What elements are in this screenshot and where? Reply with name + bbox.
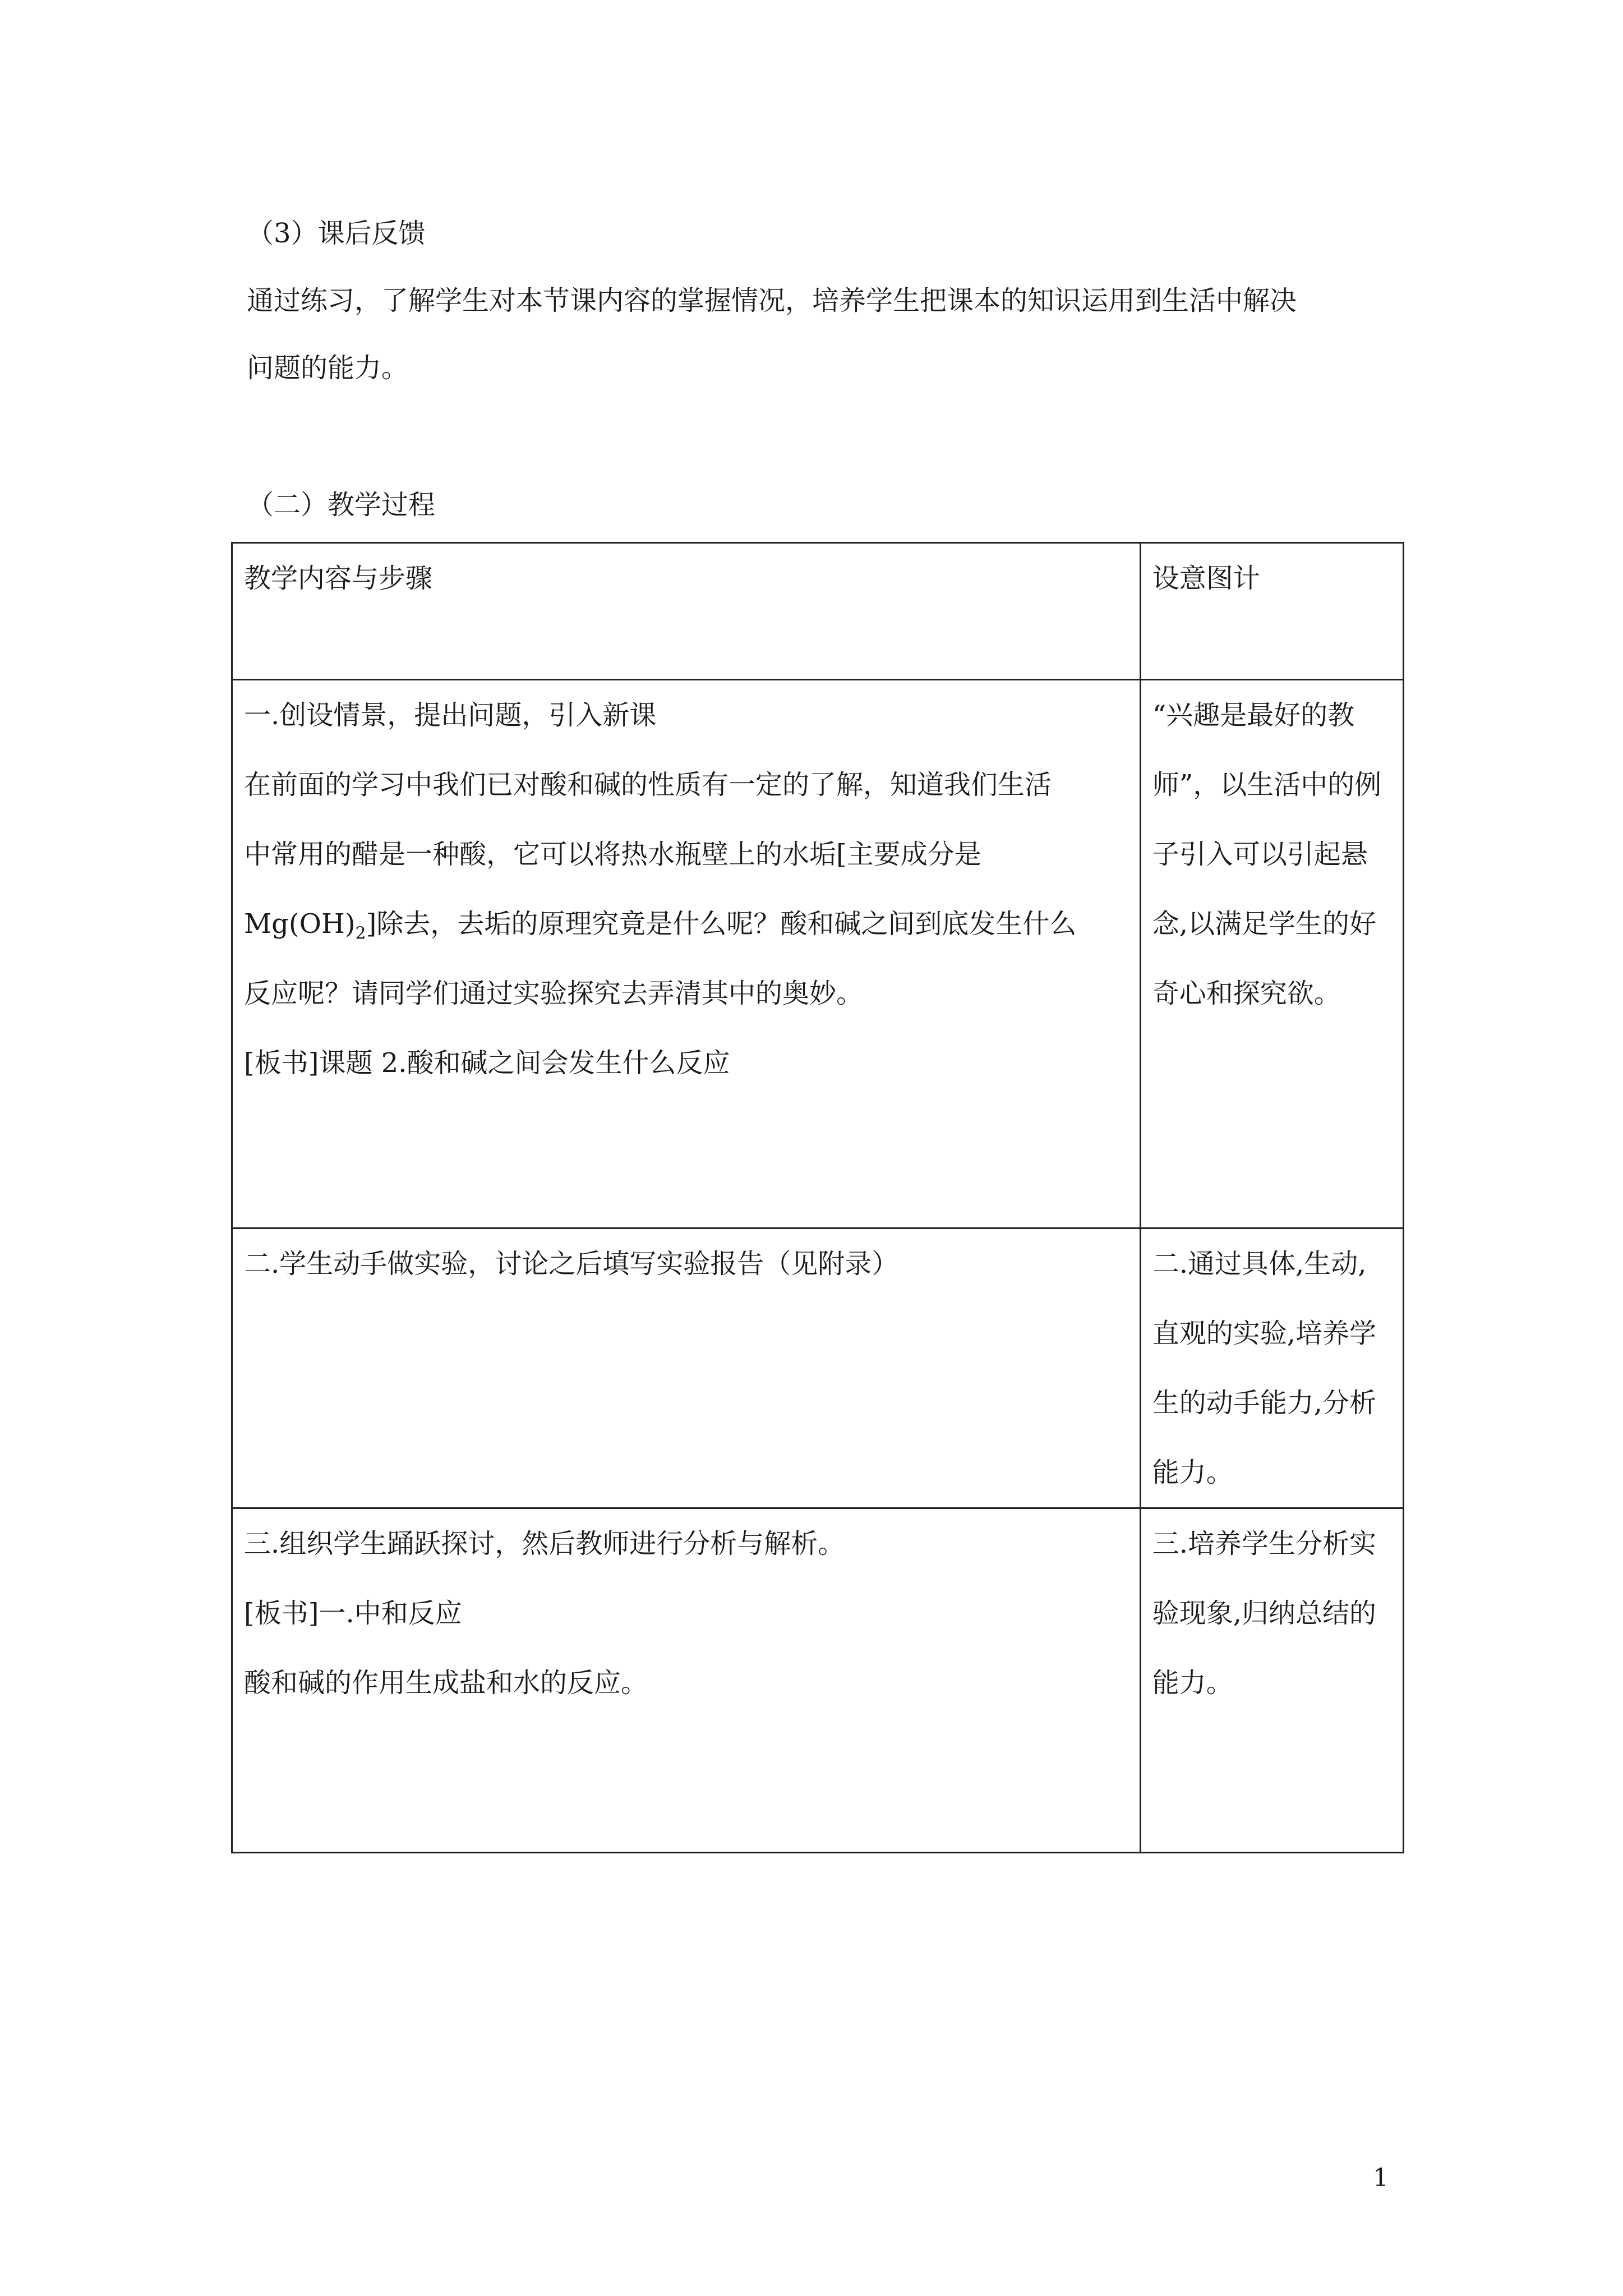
row-1-line-3 — [244, 889, 1128, 959]
teaching-process-table — [231, 542, 1404, 1853]
row-1-line-3-rest: ]除去，去垢的原理究竟是什么呢？酸和碱之间到底发生什么 — [366, 908, 1077, 940]
header-cell-design-intent — [1140, 543, 1403, 680]
row-3-intent-line: 能力。 — [1152, 1667, 1233, 1699]
row-1-intent-line: 师”，以生活中的例 — [1152, 769, 1382, 800]
row-3-intent-line: 三.培养学生分析实 — [1152, 1528, 1376, 1559]
row-1-line-1: 在前面的学习中我们已对酸和碱的性质有一定的了解，知道我们生活 — [244, 769, 1052, 800]
feedback-body-line-2: 问题的能力。 — [247, 352, 409, 384]
row-1-line-4: 反应呢？请同学们通过实验探究去弄清其中的奥妙。 — [244, 978, 864, 1009]
row-3-blackboard-note: [板书]一.中和反应 — [244, 1598, 462, 1629]
table-row-1 — [232, 680, 1404, 1228]
row-3-title: 三.组织学生踊跃探讨，然后教师进行分析与解析。 — [244, 1528, 845, 1559]
feedback-body-line-1: 通过练习，了解学生对本节课内容的掌握情况，培养学生把课本的知识运用到生活中解决 — [247, 285, 1297, 316]
row-2-intent-line: 二.通过具体,生动, — [1152, 1248, 1367, 1280]
row-1-blackboard-note: [板书]课题 2.酸和碱之间会发生什么反应 — [244, 1047, 730, 1079]
row-2-intent-line: 能力。 — [1152, 1457, 1233, 1488]
table-header-row — [232, 543, 1404, 680]
row-1-intent-line: 子引入可以引起悬 — [1152, 839, 1368, 870]
row-1-title: 一.创设情景，提出问题，引入新课 — [244, 700, 657, 731]
process-heading: （二）教学过程 — [247, 489, 436, 521]
page-number: 1 — [1373, 2164, 1389, 2192]
row-3-content — [232, 1508, 1141, 1853]
header-content-steps: 教学内容与步骤 — [244, 563, 433, 594]
row-1-content — [232, 680, 1141, 1228]
row-1-intent-line: 奇心和探究欲。 — [1152, 978, 1341, 1009]
row-2-intent-line: 直观的实验,培养学 — [1152, 1318, 1376, 1349]
row-3-intent-line: 验现象,归纳总结的 — [1152, 1598, 1376, 1629]
feedback-heading: （3）课后反馈 — [247, 218, 426, 249]
row-1-intent — [1140, 680, 1403, 1228]
row-2-intent-line: 生的动手能力,分析 — [1152, 1387, 1376, 1419]
row-2-intent — [1140, 1228, 1403, 1508]
row-1-line-2: 中常用的醋是一种酸，它可以将热水瓶壁上的水垢[主要成分是 — [244, 839, 981, 870]
header-cell-content-steps — [232, 543, 1141, 680]
table-row-3 — [232, 1508, 1404, 1853]
row-3-intent — [1140, 1508, 1403, 1853]
row-2-content — [232, 1228, 1141, 1508]
row-2-title: 二.学生动手做实验，讨论之后填写实验报告（见附录） — [244, 1248, 899, 1280]
row-1-intent-line: 念,以满足学生的好 — [1152, 908, 1376, 940]
table-row-2 — [232, 1228, 1404, 1508]
row-1-intent-line: “兴趣是最好的教 — [1152, 700, 1355, 731]
chemical-formula: Mg(OH) — [244, 908, 356, 940]
row-3-line-2: 酸和碱的作用生成盐和水的反应。 — [244, 1667, 648, 1699]
header-design-intent: 设意图计 — [1152, 563, 1260, 594]
formula-subscript: 2 — [355, 923, 366, 944]
